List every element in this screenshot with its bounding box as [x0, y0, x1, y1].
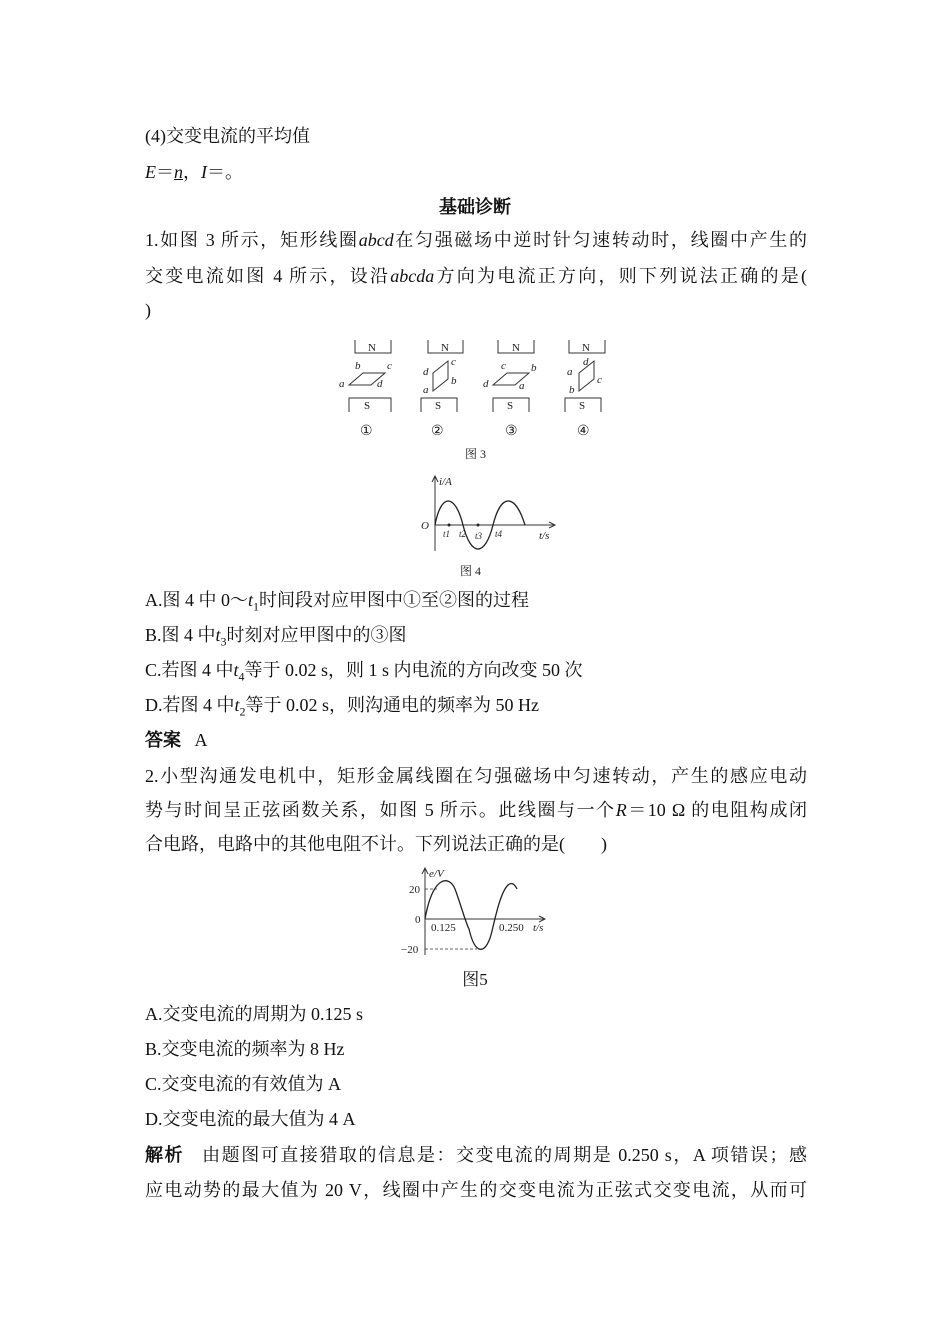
- q1-option-c: [145, 658, 583, 682]
- fig5-xlabel: t/s: [533, 922, 544, 934]
- fig3-l4-4: b: [569, 384, 575, 396]
- figure-5: [395, 865, 555, 960]
- q1-stem-text1b: 在匀强磁场中逆时针匀速转动时，线圈中产生的: [393, 230, 808, 250]
- section-heading: 基础诊断: [439, 197, 511, 218]
- fig5-ylabel: e/V: [429, 868, 444, 880]
- fig3-num-1: ①: [360, 424, 373, 439]
- fig3-l1-4: d: [583, 356, 589, 368]
- q2-option-b: B.交变电流的频率为 8 Hz: [145, 1039, 345, 1059]
- q1-option-c-var: t: [233, 660, 239, 680]
- fig5-sine-curve: [425, 881, 517, 950]
- q1-option-c-post: 等于 0.02 s，则 1 s 内电流的方向改变 50 次: [244, 660, 583, 680]
- fig3-l2-2: d: [423, 366, 429, 378]
- fig3-s-4: S: [579, 400, 586, 412]
- q1-answer: [145, 728, 208, 753]
- fig3-l3-3: d: [483, 378, 489, 390]
- fig3-s-3: S: [507, 400, 514, 412]
- q2-analysis-line2: 应电动势的最大值为 20 V，线圈中产生的交变电流为正弦式交变电流，从而可: [145, 1180, 807, 1200]
- fig3-caption: 图 3: [465, 447, 487, 461]
- q1-option-a-post: 时间段对应甲图中①至②图的过程: [259, 590, 530, 610]
- fig3-n-2: N: [441, 342, 449, 354]
- q1-option-d-var: t: [234, 695, 240, 715]
- q1-stem-text2b: 方向为电流正方向，则下列说法正确的是(: [434, 266, 807, 286]
- fig3-l4-2: a: [423, 384, 429, 396]
- q2-stem-text2a: 势与时间呈正弦函数关系，如图 5 所示。此线圈与一个: [145, 800, 616, 820]
- q2-stem-r: R: [615, 800, 627, 820]
- q1-stem-text2a: 交变电流如图 4 所示，设沿: [145, 266, 391, 286]
- fig3-l3-4: c: [597, 374, 602, 386]
- fig5-ytick-pos: 20: [409, 884, 420, 896]
- q1-option-a: [145, 588, 529, 612]
- q1-stem-abcda: abcda: [390, 266, 435, 286]
- formula-i: I: [201, 162, 207, 182]
- q1-option-b-post: 时刻对应甲图中的③图: [226, 625, 407, 645]
- q1-option-d-sub: 2: [239, 704, 246, 719]
- q1-option-d-pre: D.若图 4 中: [145, 695, 235, 715]
- fig5-caption: 图5: [462, 970, 488, 989]
- fig4-t1: t1: [443, 529, 451, 539]
- fig3-l1-2: c: [451, 356, 456, 368]
- q1-option-d-post: 等于 0.02 s，则沟通电的频率为 50 Hz: [245, 695, 540, 715]
- q1-option-b-var: t: [215, 625, 221, 645]
- fig3-l4-1: d: [377, 378, 383, 390]
- q1-stem-line2: [145, 264, 807, 288]
- formula-end: ＝。: [207, 162, 243, 182]
- fig3-l2-1: c: [387, 360, 392, 372]
- section-title-average: (4)交变电流的平均值: [145, 126, 310, 146]
- q2-analysis-label: 解析: [145, 1145, 185, 1166]
- fig5-xtick-2: 0.250: [499, 922, 524, 934]
- fig3-l2-3: b: [531, 362, 537, 374]
- q1-option-c-pre: C.若图 4 中: [145, 660, 234, 680]
- fig3-l4-3: a: [519, 380, 525, 392]
- fig3-l3-2: b: [451, 375, 457, 387]
- fig5-xtick-1: 0.125: [431, 922, 456, 934]
- fig4-caption: 图 4: [460, 564, 482, 578]
- q2-analysis-line1: [145, 1143, 807, 1168]
- fig4-t2: t2: [459, 529, 467, 539]
- q1-stem-line3: ): [145, 300, 151, 320]
- fig3-num-3: ③: [505, 424, 518, 439]
- formula-n: n: [174, 162, 183, 182]
- fig4-t4: t4: [495, 529, 503, 539]
- figure-4: [415, 473, 565, 583]
- fig3-num-4: ④: [577, 424, 590, 439]
- fig5-ytick-zero: 0: [415, 914, 421, 926]
- q2-stem-text2b: ＝10 Ω 的电阻构成闭: [626, 800, 807, 820]
- formula-e: E: [145, 162, 156, 182]
- q1-option-a-sub: 1: [253, 599, 260, 614]
- fig3-n-1: N: [368, 342, 376, 354]
- q2-stem-line3: 合电路，电路中的其他电阻不计。下列说法正确的是( ): [145, 834, 607, 854]
- fig3-l2-4: a: [567, 366, 573, 378]
- q2-option-a: A.交变电流的周期为 0.125 s: [145, 1004, 364, 1024]
- q1-option-a-var: t: [248, 590, 254, 610]
- formula-sep: ，: [183, 162, 201, 182]
- fig3-panel-2: [421, 340, 463, 439]
- fig4-xlabel: t/s: [539, 530, 550, 542]
- fig3-s-2: S: [435, 400, 442, 412]
- q1-stem-text1: 1.如图 3 所示，矩形线圈: [145, 230, 359, 250]
- figure-3: [335, 335, 615, 465]
- q2-option-c: C.交变电流的有效值为 A: [145, 1074, 342, 1094]
- q1-option-b-sub: 3: [220, 634, 227, 649]
- q2-analysis-text1: 由题图可直接猎取的信息是：交变电流的周期是 0.250 s，A 项错误；感: [202, 1145, 808, 1165]
- fig3-l1-3: c: [501, 360, 506, 372]
- fig3-num-2: ②: [431, 424, 444, 439]
- fig3-l1-1: b: [355, 360, 361, 372]
- fig3-panel-4: [565, 340, 605, 439]
- q1-option-c-sub: 4: [238, 669, 245, 684]
- fig3-panel-3: [483, 340, 537, 439]
- q1-option-b: [145, 623, 407, 647]
- fig3-n-3: N: [512, 342, 520, 354]
- fig5-ytick-neg: −20: [401, 944, 419, 956]
- fig3-n-4: N: [582, 342, 590, 354]
- q1-option-b-pre: B.图 4 中: [145, 625, 216, 645]
- q1-option-a-pre: A.图 4 中 0～: [145, 590, 248, 610]
- q1-option-d: [145, 693, 539, 717]
- fig3-l3-1: a: [339, 378, 345, 390]
- fig4-ylabel: i/A: [439, 476, 452, 488]
- fig3-panel-1: [339, 340, 392, 439]
- formula-eq: ＝: [156, 162, 174, 182]
- fig4-t3: t3: [475, 531, 483, 541]
- q1-answer-label: 答案: [145, 730, 181, 751]
- fig3-s-1: S: [364, 400, 371, 412]
- fig4-origin: O: [421, 520, 429, 532]
- q1-answer-value: A: [194, 730, 208, 750]
- average-formula: [145, 160, 243, 184]
- q2-option-d: D.交变电流的最大值为 4 A: [145, 1109, 356, 1129]
- q2-stem-line1: 2.小型沟通发电机中，矩形金属线圈在匀强磁场中匀速转动，产生的感应电动: [145, 766, 807, 786]
- q2-stem-line2: [145, 798, 807, 822]
- q1-stem-abcd: abcd: [358, 230, 394, 250]
- q1-stem-line1: [145, 228, 807, 252]
